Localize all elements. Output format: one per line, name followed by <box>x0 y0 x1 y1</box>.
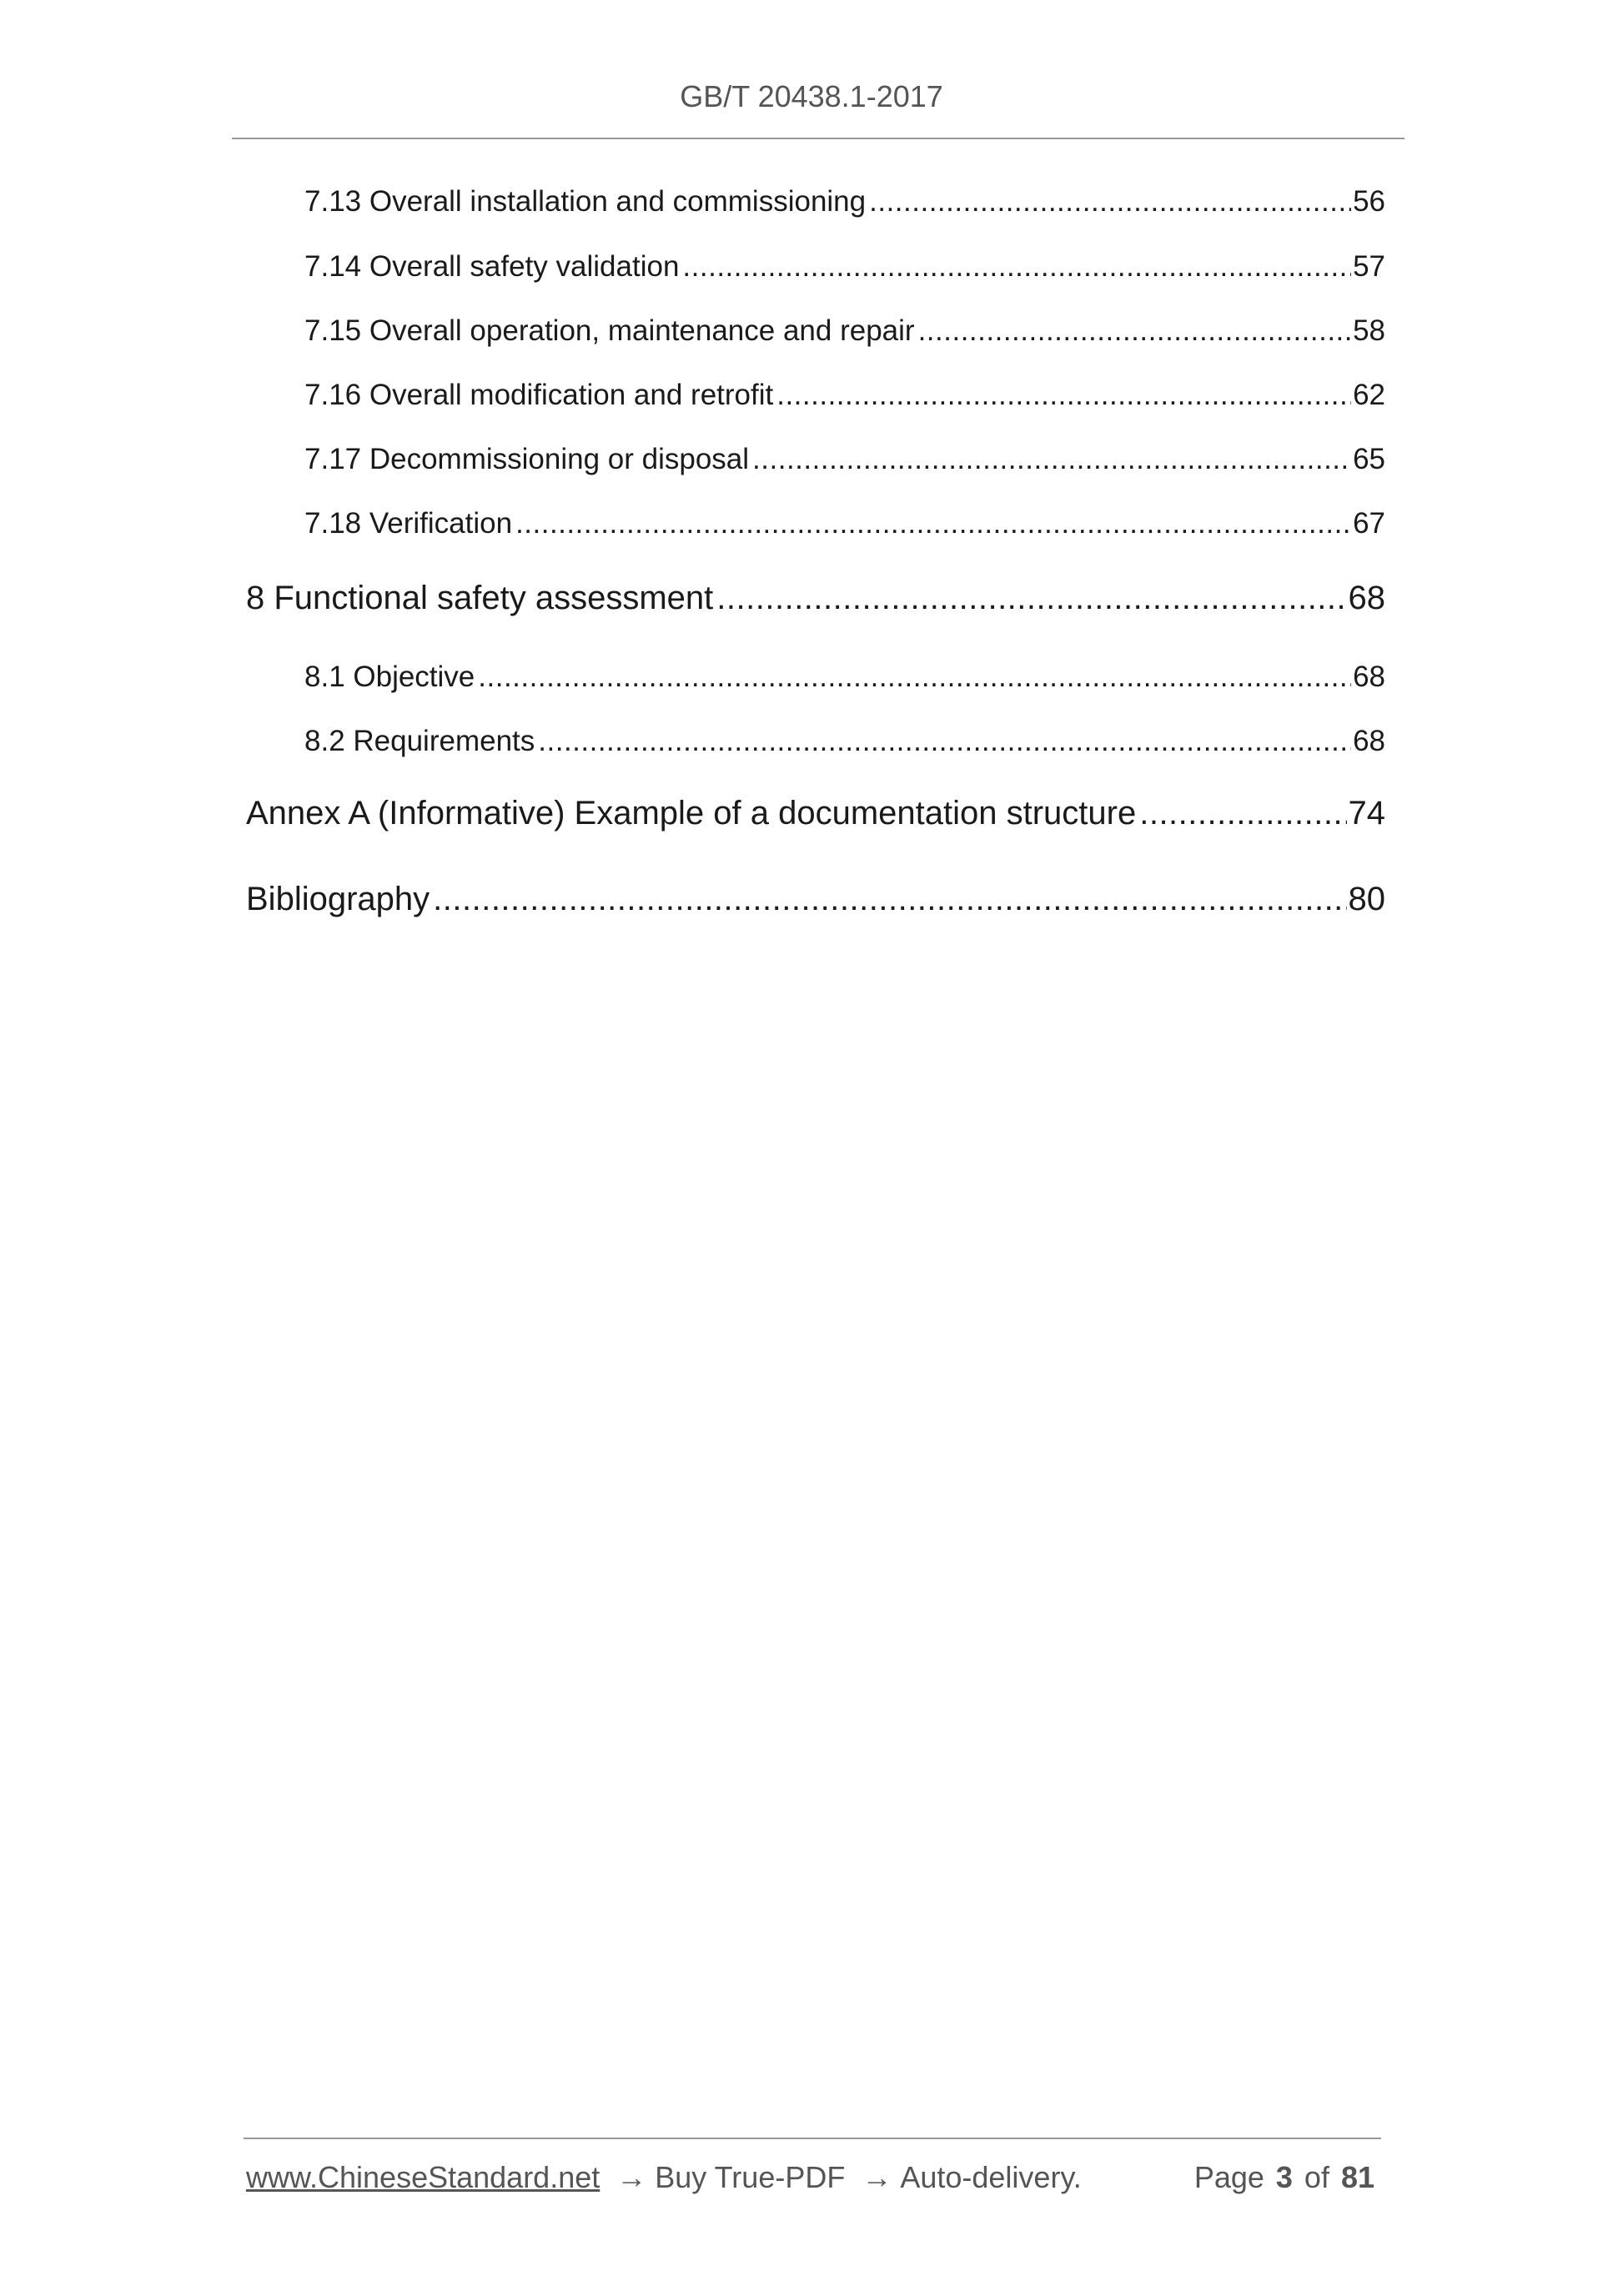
toc-entry-7-15[interactable] <box>304 314 1385 348</box>
dot-leader <box>716 580 1346 617</box>
dot-leader <box>433 881 1346 918</box>
dot-leader <box>869 185 1351 219</box>
toc-entry-title: 7.13 Overall installation and commissioning <box>304 185 867 218</box>
toc-page-number: 57 <box>1353 250 1385 283</box>
toc-entry-title: 8.2 Requirements <box>304 725 535 757</box>
toc-page-number: 68 <box>1348 580 1385 616</box>
arrow-right-icon: → <box>862 2160 892 2194</box>
toc-page-number: 74 <box>1348 795 1385 831</box>
toc-page-number: 67 <box>1353 507 1385 540</box>
page-label: Page <box>1193 2160 1264 2194</box>
dot-leader <box>752 443 1351 476</box>
toc-entry-annex-a[interactable] <box>246 795 1385 832</box>
toc-entry-8-2[interactable] <box>304 725 1385 758</box>
toc-page-number: 62 <box>1353 379 1385 411</box>
page-footer <box>246 2160 1380 2202</box>
toc-entry-7-14[interactable] <box>304 250 1385 284</box>
toc-page-number: 80 <box>1348 881 1385 917</box>
toc-entry-7-16[interactable] <box>304 379 1385 412</box>
buy-text: Buy True-PDF <box>655 2160 846 2194</box>
document-code-header: GB/T 20438.1-2017 <box>680 79 943 113</box>
toc-entry-title: 7.17 Decommissioning or disposal <box>304 443 750 475</box>
dot-leader <box>918 314 1351 348</box>
toc-entry-title: 8 Functional safety assessment <box>246 580 714 616</box>
dot-leader <box>515 507 1351 540</box>
toc-entry-title: 8.1 Objective <box>304 661 475 693</box>
toc-entry-8[interactable] <box>246 580 1385 617</box>
toc-entry-8-1[interactable] <box>304 661 1385 694</box>
toc-page-number: 56 <box>1353 185 1385 218</box>
dot-leader <box>538 725 1351 758</box>
toc-entry-title: 7.15 Overall operation, maintenance and repair <box>304 314 915 347</box>
toc-page-number: 58 <box>1353 314 1385 347</box>
of-label: of <box>1304 2160 1329 2194</box>
toc-page-number: 68 <box>1353 725 1385 757</box>
toc-page-number: 65 <box>1353 443 1385 475</box>
toc-entry-7-18[interactable] <box>304 507 1385 540</box>
toc-entry-bibliography[interactable] <box>246 881 1385 918</box>
toc-entry-title: 7.18 Verification <box>304 507 513 540</box>
dot-leader <box>1139 795 1346 832</box>
toc-entry-7-13[interactable] <box>304 185 1385 219</box>
toc-entry-title: Bibliography <box>246 881 430 917</box>
toc-entry-7-17[interactable] <box>304 443 1385 476</box>
toc-entry-title: Annex A (Informative) Example of a documentation structure <box>246 795 1137 831</box>
arrow-right-icon: → <box>616 2160 647 2194</box>
table-of-contents <box>0 0 1623 1001</box>
dot-leader <box>682 250 1351 284</box>
page-counter <box>1194 2160 1374 2195</box>
footer-promo <box>246 2160 1082 2195</box>
toc-entry-title: 7.14 Overall safety validation <box>304 250 680 283</box>
toc-page-number: 68 <box>1353 661 1385 693</box>
current-page-number: 3 <box>1275 2160 1293 2194</box>
dot-leader <box>478 661 1351 694</box>
dot-leader <box>776 379 1351 412</box>
footer-divider <box>244 2138 1381 2139</box>
delivery-text: Auto-delivery. <box>900 2160 1082 2194</box>
total-pages: 81 <box>1340 2160 1374 2194</box>
site-link[interactable]: www.ChineseStandard.net <box>246 2160 600 2194</box>
toc-entry-title: 7.16 Overall modification and retrofit <box>304 379 774 411</box>
